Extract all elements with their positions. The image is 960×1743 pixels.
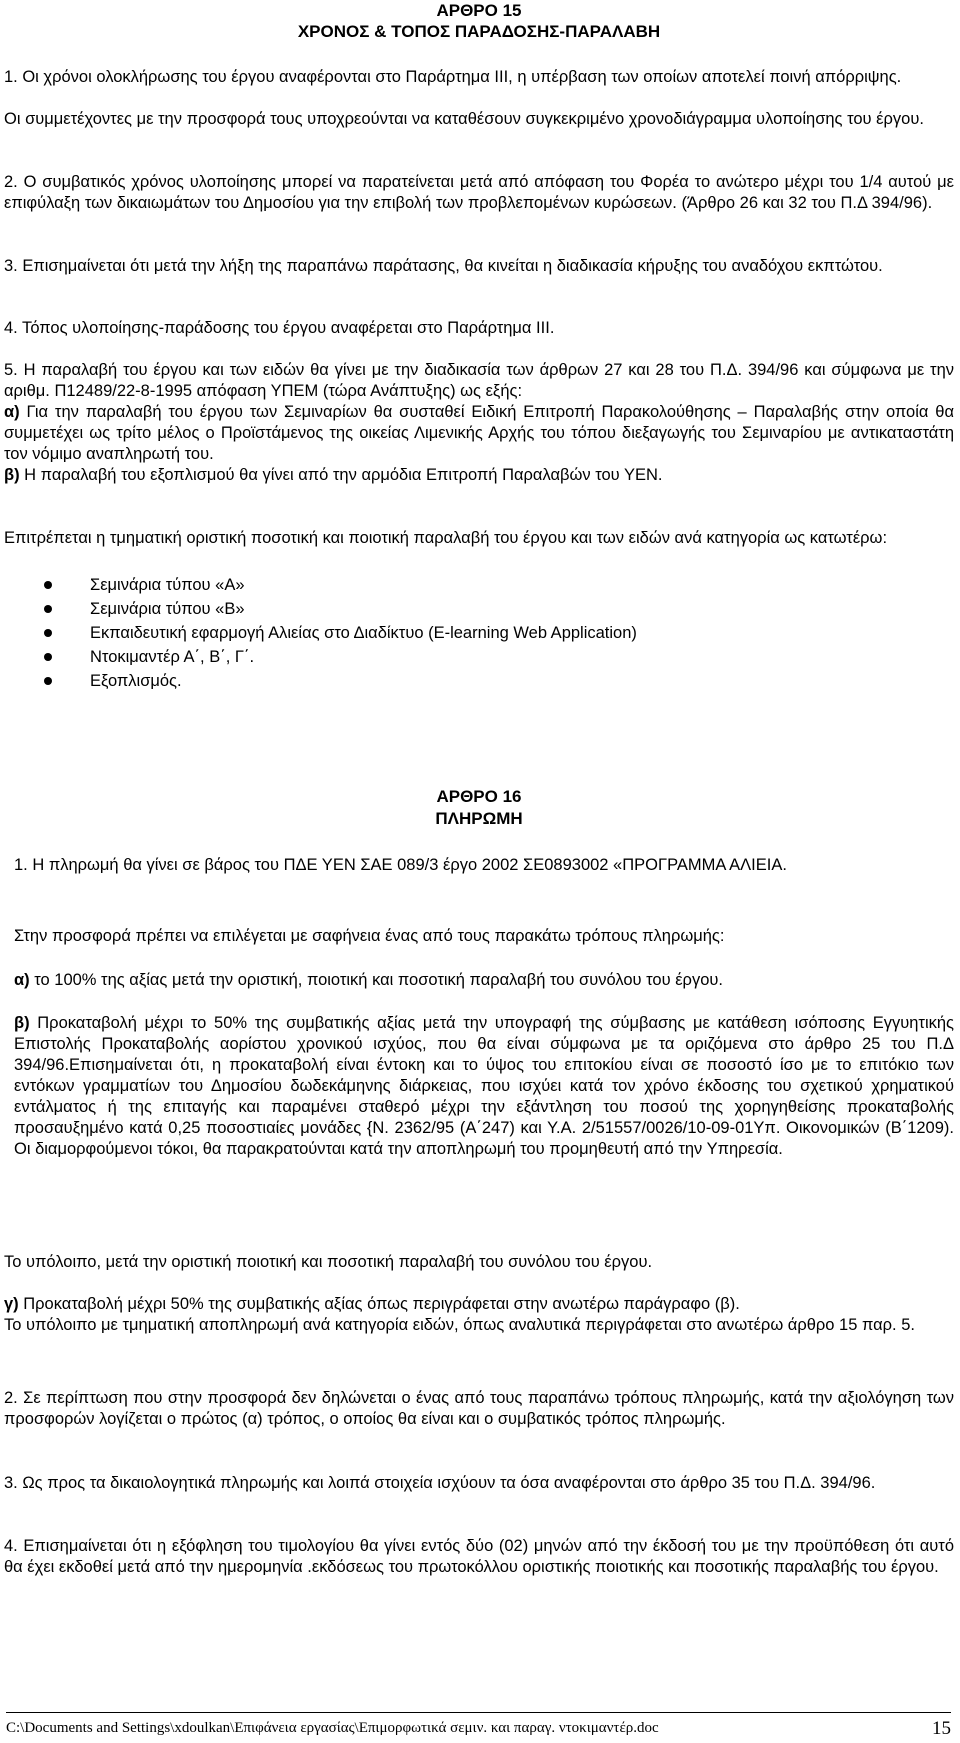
- article-15-title: ΑΡΘΡΟ 15: [436, 1, 522, 20]
- article-16-paragraph-2: 2. Σε περίπτωση που στην προσφορά δεν δηλώνεται ο ένας από τους παραπάνω τρόπους πληρωμής, κατά την αξιολόγηση των προσφορών λογίζεται ο πρώτος (α) τρόπος, ο οποίος θα είναι και ο συμβατικός τρόπος πληρωμής.: [4, 1389, 954, 1428]
- bullet-icon: [44, 653, 52, 661]
- article-16-paragraph-1: 1. Η πληρωμή θα γίνει σε βάρος του ΠΔΕ ΥΕΝ ΣΑΕ 089/3 έργο 2002 ΣΕ0893002 «ΠΡΟΓΡΑΜΜΑ ΑΛΙΕΙΑ.: [14, 856, 787, 874]
- article-15-paragraph-2: 2. Ο συμβατικός χρόνος υλοποίησης μπορεί να παρατείνεται μετά από απόφαση του Φορέα το ανώτερο μέχρι του 1/4 αυτού με επιφύλαξη των δικαιωμάτων του Δημοσίου για την επιβολή των προβλεπομένων κυρώσεων. (Άρθρο 26 και 32 του Π.Δ 394/96).: [4, 173, 954, 212]
- category-list: [4, 573, 954, 693]
- bullet-icon: [44, 629, 52, 637]
- payment-remainder: Το υπόλοιπο, μετά την οριστική ποιοτική και ποσοτική παραλαβή του συνόλου του έργου.: [4, 1253, 653, 1271]
- list-item: Εξοπλισμός.: [4, 669, 954, 693]
- list-item: Σεμινάρια τύπου «Β»: [4, 597, 954, 621]
- paragraph-5-text: 5. Η παραλαβή του έργου και των ειδών θα γίνει με την διαδικασία των άρθρων 27 και 28 του Π.Δ. 394/96 και σύμφωνα με την αριθμ. Π12489/22-8-1995 απόφαση ΥΠΕΜ (τώρα Ανάπτυξης) ως εξής:: [4, 361, 954, 400]
- paragraph-5b: [4, 465, 954, 486]
- payment-option-b: β) Προκαταβολή μέχρι το 50% της συμβατικής αξίας μετά την υπογραφή της σύμβασης με κατάθεση ισόποσης Εγγυητικής Επιστολής Προκαταβολής αορίστου χρονικού ισχύος, που θα είναι σύμφωνα με τα οριζόμενα στο άρθρο 25 του Π.Δ 394/96.Επισημαίνεται ότι, η προκαταβολή είναι έντοκη και το ύψος του επιτοκίου είναι σε ποσοστό ίσο με το επιτόκιο των εντόκων γραμματίων του Δημοσίου δωδεκάμηνης διάρκειας, που ισχύει κατά τον χρόνο έκδοσης του σχετικού χρηματικού εντάλματος ή της επιταγής και παραμένει σταθερό μέχρι την εξάντληση του ποσού της χορηγηθείσης προκαταβολής προσαυξημένο κατά 0,25 ποσοστιαίες μονάδες {Ν. 2362/95 (Α΄247) και Υ.Α. 2/51557/0026/10-09-01Υπ. Οικονομικών (Β΄1209). Οι διαμορφούμενοι τόκοι, θα παρακρατούνται κατά την αποπληρωμή του προμηθευτή από την Υπηρεσία.: [14, 1014, 954, 1158]
- paragraph-5a-text: Για την παραλαβή του έργου των Σεμιναρίων θα συσταθεί Ειδική Επιτροπή Παρακολούθησης – Παραλαβής στην οποία θα συμμετέχει ως τρίτο μέλος ο Προϊστάμενος της οικείας Λιμενικής Αρχής του τόπου διεξαγωγής του Σεμιναρίου με αντικαταστάτη τον νόμιμο αναπληρωτή του.: [4, 403, 954, 463]
- article-15-paragraph-1b: Οι συμμετέχοντες με την προσφορά τους υποχρεούνται να καταθέσουν συγκεκριμένο χρονοδιάγραμμα υλοποίησης του έργου.: [4, 110, 924, 128]
- label-beta: β): [4, 466, 20, 484]
- payment-method-intro: Στην προσφορά πρέπει να επιλέγεται με σαφήνεια ένας από τους παρακάτω τρόπους πληρωμής:: [14, 927, 725, 945]
- label-alpha: α): [4, 403, 20, 421]
- payment-option-c-remainder: Το υπόλοιπο με τμηματική αποπληρωμή ανά κατηγορία ειδών, όπως αναλυτικά περιγράφεται στο ανωτέρω άρθρο 15 παρ. 5.: [4, 1316, 915, 1334]
- article-15-paragraph-3: 3. Επισημαίνεται ότι μετά την λήξη της παραπάνω παράτασης, θα κινείται η διαδικασία κήρυξης του αναδόχου εκπτώτου.: [4, 257, 883, 275]
- paragraph-5a: [4, 402, 954, 465]
- bullet-icon: [44, 605, 52, 613]
- article-16-paragraph-3: 3. Ως προς τα δικαιολογητικά πληρωμής και λοιπά στοιχεία ισχύουν τα όσα αναφέρονται στο άρθρο 35 του Π.Δ. 394/96.: [4, 1474, 876, 1492]
- page-number: 15: [932, 1718, 951, 1739]
- article-15-paragraph-1: 1. Οι χρόνοι ολοκλήρωσης του έργου αναφέρονται στο Παράρτημα ΙΙΙ, η υπέρβαση των οποίων αποτελεί ποινή απόρριψης.: [4, 68, 902, 86]
- file-path: C:\Documents and Settings\xdoulkan\Επιφάνεια εργασίας\Επιμορφωτικά σεμιν. και παραγ. ντοκιμαντέρ.doc: [6, 1720, 659, 1736]
- label-beta: β): [14, 1014, 30, 1032]
- partial-acceptance-paragraph: Επιτρέπεται η τμηματική οριστική ποσοτική και ποιοτική παραλαβή του έργου και των ειδών ανά κατηγορία ως κατωτέρω:: [4, 529, 888, 547]
- page-footer: [6, 1712, 951, 1743]
- paragraph-5b-text: Η παραλαβή του εξοπλισμού θα γίνει από την αρμόδια Επιτροπή Παραλαβών του ΥΕΝ.: [19, 466, 663, 484]
- article-16-subtitle: ΠΛΗΡΩΜΗ: [435, 809, 523, 828]
- bullet-icon: [44, 677, 52, 685]
- list-item: Ντοκιμαντέρ Α΄, Β΄, Γ΄.: [4, 645, 954, 669]
- article-16-title: ΑΡΘΡΟ 16: [436, 787, 522, 806]
- payment-option-c: [4, 1294, 954, 1336]
- article-15-paragraph-5: [4, 360, 954, 486]
- article-15-paragraph-4: 4. Τόπος υλοποίησης-παράδοσης του έργου αναφέρεται στο Παράρτημα ΙΙΙ.: [4, 319, 555, 337]
- payment-option-a: α) το 100% της αξίας μετά την οριστική, ποιοτική και ποσοτική παραλαβή του συνόλου του έργου.: [14, 971, 723, 989]
- list-item: Σεμινάρια τύπου «Α»: [4, 573, 954, 597]
- label-gamma: γ): [4, 1295, 19, 1313]
- article-16-paragraph-4: 4. Επισημαίνεται ότι η εξόφληση του τιμολογίου θα γίνει εντός δύο (02) μηνών από την έκδοσή του με την προϋπόθεση ότι αυτό θα έχει εκδοθεί μετά από την ημερομηνία .εκδόσεως του πρωτοκόλλου οριστικής ποιοτικής και ποσοτικής παραλαβής του έργου.: [4, 1537, 954, 1576]
- payment-option-c-line: γ) Προκαταβολή μέχρι 50% της συμβατικής αξίας όπως περιγράφεται στην ανωτέρω παράγραφο (β).: [4, 1295, 740, 1313]
- label-alpha: α): [14, 971, 30, 989]
- bullet-icon: [44, 581, 52, 589]
- list-item: Εκπαιδευτική εφαρμογή Αλιείας στο Διαδίκτυο (E-learning Web Application): [4, 621, 954, 645]
- article-15-subtitle: ΧΡΟΝΟΣ & ΤΟΠΟΣ ΠΑΡΑΔΟΣΗΣ-ΠΑΡΑΛΑΒΗ: [297, 22, 661, 41]
